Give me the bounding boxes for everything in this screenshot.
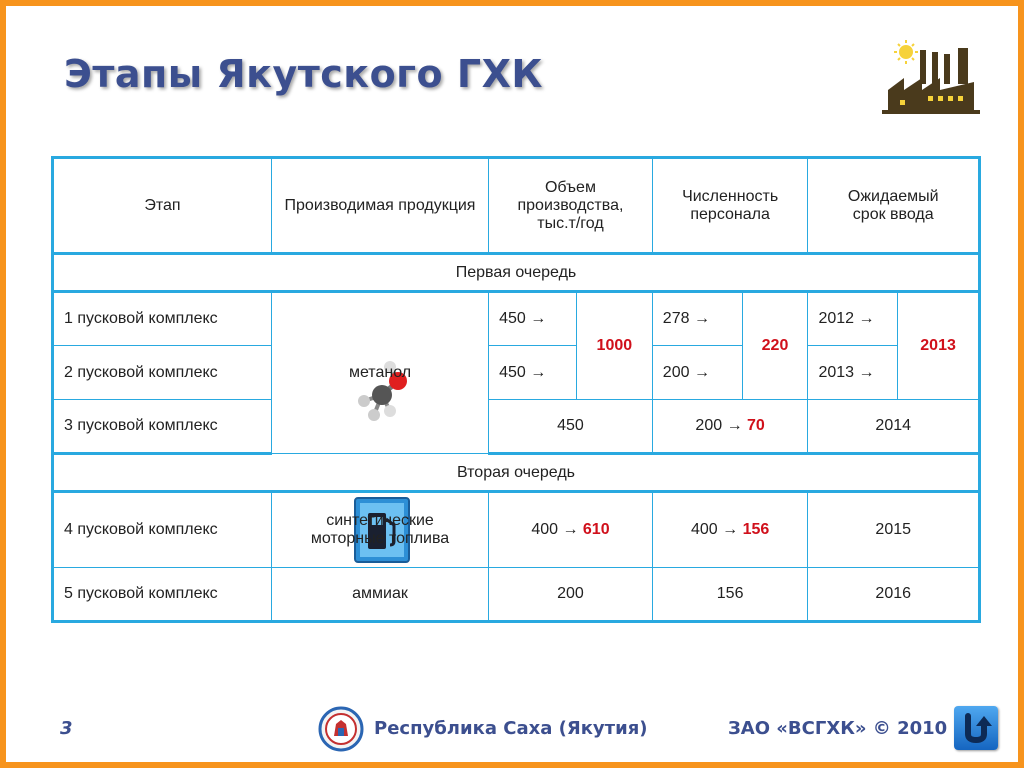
- methanol-cell: [271, 292, 488, 454]
- yakutia-emblem-icon: [318, 706, 364, 752]
- page-number: 3: [60, 718, 73, 739]
- row4-staff: 400 → 156: [652, 492, 808, 568]
- header-product: Производимая продукция: [271, 158, 488, 254]
- stages-table: [51, 156, 981, 623]
- product-methanol: метанол: [348, 364, 412, 381]
- row4-staff-new: 156: [742, 521, 770, 538]
- row3-date: 2014: [808, 400, 980, 454]
- fuel-cell: [271, 492, 488, 568]
- row3-stage: 3 пусковой комплекс: [53, 400, 272, 454]
- row5-stage: 5 пусковой комплекс: [53, 568, 272, 622]
- return-arrow-icon: [954, 706, 998, 750]
- row4-date: 2015: [808, 492, 980, 568]
- row1-volume: 450 →: [489, 292, 577, 346]
- footer-copyright: ЗАО «ВСГХК» © 2010: [728, 718, 948, 739]
- section-second-queue: Вторая очередь: [53, 454, 980, 492]
- row4-volume: 400 → 610: [489, 492, 653, 568]
- product-ammonia: аммиак: [271, 568, 488, 622]
- row2-stage: 2 пусковой комплекс: [53, 346, 272, 400]
- row1-stage: 1 пусковой комплекс: [53, 292, 272, 346]
- row4-stage: 4 пусковой комплекс: [53, 492, 272, 568]
- row3-staff: 200 → 70: [652, 400, 808, 454]
- row2-staff: 200 →: [652, 346, 742, 400]
- header-date: Ожидаемый срок ввода: [808, 158, 980, 254]
- header-volume: Объем производства, тыс.т/год: [489, 158, 653, 254]
- row3-staff-new: 70: [747, 417, 765, 434]
- staff-total-220: 220: [742, 292, 808, 400]
- section-first-queue: Первая очередь: [53, 254, 980, 292]
- row5-date: 2016: [808, 568, 980, 622]
- date-total-2013: 2013: [898, 292, 980, 400]
- return-button[interactable]: [954, 706, 998, 750]
- product-synthetic-fuel: синтетические моторные топлива: [310, 512, 450, 547]
- row3-volume: 450: [489, 400, 653, 454]
- factory-icon: [882, 38, 980, 114]
- row4-volume-new: 610: [582, 521, 610, 538]
- row5-volume: 200: [489, 568, 653, 622]
- row5-staff: 156: [652, 568, 808, 622]
- row1-date: 2012 →: [808, 292, 898, 346]
- header-staff: Численность персонала: [652, 158, 808, 254]
- footer-region: Республика Саха (Якутия): [374, 718, 648, 739]
- volume-total-1000: 1000: [576, 292, 652, 400]
- row2-volume: 450 →: [489, 346, 577, 400]
- row2-date: 2013 →: [808, 346, 898, 400]
- header-stage: Этап: [53, 158, 272, 254]
- slide-title: Этапы Якутского ГХК: [64, 52, 543, 96]
- row1-staff: 278 →: [652, 292, 742, 346]
